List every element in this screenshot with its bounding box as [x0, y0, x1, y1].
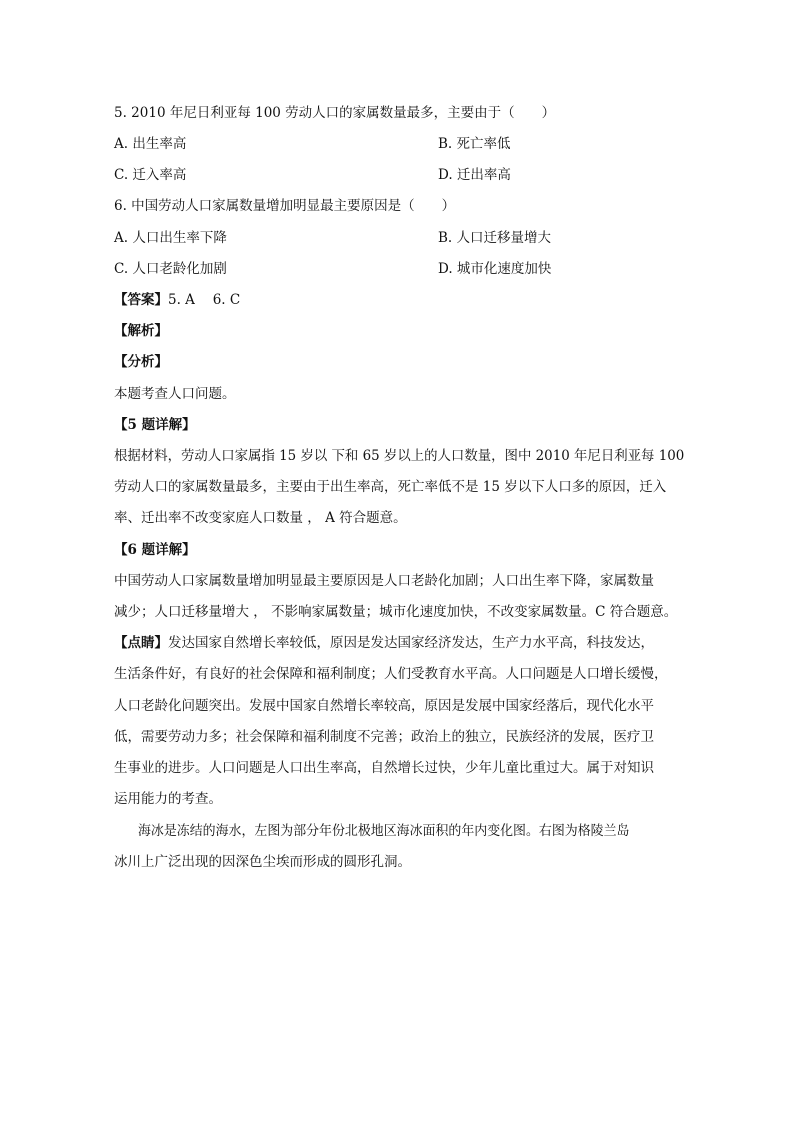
q5-option-a: A. 出生率高: [114, 136, 187, 152]
q5-detail-heading: 【5 题详解】: [114, 417, 196, 433]
analysis-heading: 【解析】: [114, 323, 168, 339]
q6-option-b: B. 人口迁移量增大: [438, 230, 552, 246]
q6-stem: 6. 中国劳动人口家属数量增加明显最主要原因是（ ）: [114, 198, 456, 214]
q5-option-d: D. 迁出率高: [438, 167, 511, 183]
q5-detail-line: 劳动人口的家属数量最多，主要由于出生率高，死亡率低不是 15 岁以下人口多的原因，迁入: [114, 479, 667, 495]
dianjing-line: 生活条件好，有良好的社会保障和福利制度；人们受教育水平高。人口问题是人口增长缓慢，: [114, 666, 668, 682]
q5-stem: 5. 2010 年尼日利亚每 100 劳动人口的家属数量最多，主要由于（ ）: [114, 105, 556, 121]
q6-option-d: D. 城市化速度加快: [438, 261, 552, 277]
q5-option-c: C. 迁入率高: [114, 167, 187, 183]
q5-detail-line: 根据材料，劳动人口家属指 15 岁以 下和 65 岁以上的人口数量，图中 2010 年尼日利亚每 100: [114, 448, 685, 464]
dianjing-line: 运用能力的考查。: [114, 791, 222, 807]
q6-option-c: C. 人口老龄化加剧: [114, 261, 227, 277]
material-line: 海冰是冻结的海水，左图为部分年份北极地区海冰面积的年内变化图。右图为格陵兰岛: [138, 823, 630, 839]
dianjing-text: 发达国家自然增长率较低，原因是发达国家经济发达，生产力水平高，科技发达，: [168, 635, 654, 651]
fenxi-text: 本题考查人口问题。: [114, 386, 236, 402]
q6-detail-line: 减少；人口迁移量增大 ， 不影响家属数量；城市化速度加快，不改变家属数量。C 符合题意。: [114, 604, 678, 620]
dianjing-line: 生事业的进步。人口问题是人口出生率高，自然增长过快，少年儿童比重过大。属于对知识: [114, 760, 654, 776]
answer-label: 【答案】: [114, 292, 168, 308]
q5-detail-line: 率、迁出率不改变家庭人口数量 ， A 符合题意。: [114, 510, 407, 526]
q6-option-a: A. 人口出生率下降: [114, 230, 227, 246]
q5-option-b: B. 死亡率低: [438, 136, 511, 152]
q6-detail-heading: 【6 题详解】: [114, 542, 196, 558]
material-line: 冰川上广泛出现的因深色尘埃而形成的圆形孔洞。: [114, 854, 411, 870]
answer-line: [114, 290, 684, 310]
dianjing-line: 人口老龄化问题突出。发展中国家自然增长率较高，原因是发展中国家经落后，现代化水平: [114, 698, 654, 714]
dianjing-line: [114, 633, 684, 653]
answer-text: 5. A 6. C: [168, 292, 241, 308]
dianjing-line: 低，需要劳动力多；社会保障和福利制度不完善；政治上的独立，民族经济的发展，医疗卫: [114, 729, 654, 745]
dianjing-label: 【点睛】: [114, 635, 168, 651]
q6-detail-line: 中国劳动人口家属数量增加明显最主要原因是人口老龄化加剧；人口出生率下降，家属数量: [114, 573, 654, 589]
fenxi-heading: 【分析】: [114, 354, 168, 370]
